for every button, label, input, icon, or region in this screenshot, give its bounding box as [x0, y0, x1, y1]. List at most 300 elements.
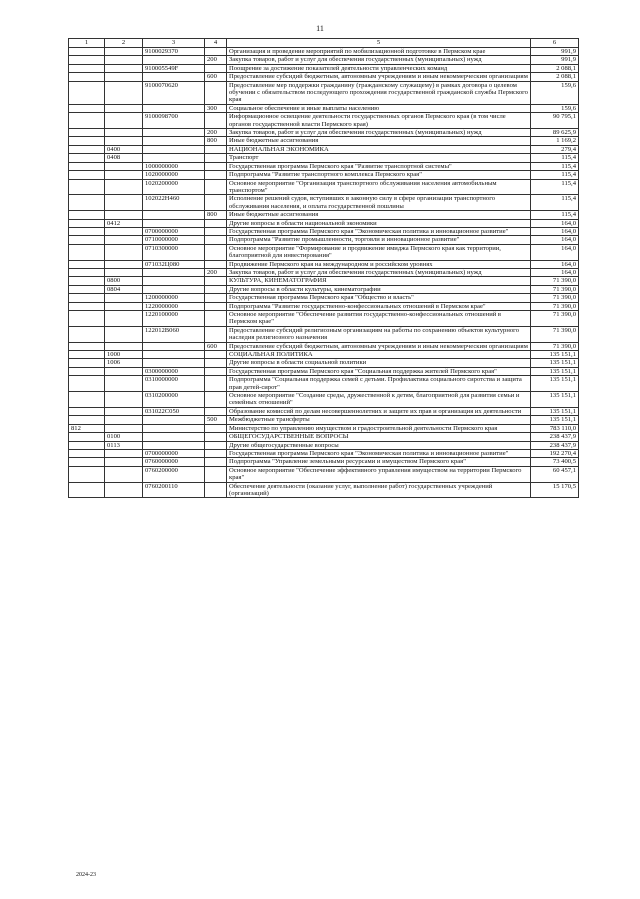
ministry-code-cell: [69, 104, 105, 112]
table-row: [69, 326, 579, 342]
target-article-cell: [143, 342, 205, 350]
target-article-cell: [143, 424, 205, 432]
ministry-code-cell: [69, 482, 105, 498]
column-header: 5: [227, 39, 531, 48]
target-article-cell: 102022Н460: [143, 195, 205, 211]
target-article-cell: [143, 145, 205, 153]
item-name-cell: КУЛЬТУРА, КИНЕМАТОГРАФИЯ: [227, 277, 531, 285]
item-name-cell: Закупка товаров, работ и услуг для обеспечения государственных (муниципальных) нужд: [227, 129, 531, 137]
target-article-cell: 031022С050: [143, 407, 205, 415]
amount-cell: 71 390,0: [531, 285, 579, 293]
amount-cell: 192 270,4: [531, 449, 579, 457]
ministry-code-cell: [69, 73, 105, 81]
amount-cell: 164,0: [531, 219, 579, 227]
section-code-cell: [105, 244, 143, 260]
section-code-cell: 0412: [105, 219, 143, 227]
ministry-code-cell: [69, 407, 105, 415]
table-row: [69, 482, 579, 498]
ministry-code-cell: [69, 277, 105, 285]
expense-type-cell: [205, 179, 227, 195]
table-row: [69, 162, 579, 170]
amount-cell: 135 151,1: [531, 376, 579, 392]
column-header: 4: [205, 39, 227, 48]
ministry-code-cell: [69, 145, 105, 153]
amount-cell: 1 169,2: [531, 137, 579, 145]
item-name-cell: Министерство по управлению имуществом и градостроительной деятельности Пермского края: [227, 424, 531, 432]
expense-type-cell: [205, 227, 227, 235]
item-name-cell: Исполнение решений судов, вступивших в законную силу в сфере организации транспортного обслуживания населения, и оплата государственной пошлины: [227, 195, 531, 211]
amount-cell: 71 390,0: [531, 302, 579, 310]
amount-cell: 164,0: [531, 244, 579, 260]
target-article-cell: [143, 129, 205, 137]
expense-type-cell: [205, 145, 227, 153]
target-article-cell: 9100029370: [143, 48, 205, 56]
expense-type-cell: [205, 113, 227, 129]
table-row: [69, 302, 579, 310]
amount-cell: 135 151,1: [531, 367, 579, 375]
amount-cell: 164,0: [531, 268, 579, 276]
table-row: [69, 359, 579, 367]
table-row: [69, 219, 579, 227]
expense-type-cell: [205, 466, 227, 482]
item-name-cell: Закупка товаров, работ и услуг для обеспечения государственных (муниципальных) нужд: [227, 56, 531, 64]
item-name-cell: Основное мероприятие "Формирование и продвижение имиджа Пермского края как территории, благоприятной для инвестирования": [227, 244, 531, 260]
expense-type-cell: [205, 311, 227, 327]
table-row: [69, 342, 579, 350]
amount-cell: 164,0: [531, 260, 579, 268]
ministry-code-cell: [69, 416, 105, 424]
ministry-code-cell: [69, 154, 105, 162]
amount-cell: 73 400,5: [531, 458, 579, 466]
table-header-row: [69, 39, 579, 48]
amount-cell: 115,4: [531, 154, 579, 162]
table-row: [69, 113, 579, 129]
table-row: [69, 211, 579, 219]
expense-type-cell: [205, 236, 227, 244]
table-row: [69, 277, 579, 285]
item-name-cell: Подпрограмма "Социальная поддержка семей с детьми. Профилактика социального сиротства и защита прав детей-сирот": [227, 376, 531, 392]
ministry-code-cell: [69, 129, 105, 137]
section-code-cell: [105, 342, 143, 350]
table-row: [69, 449, 579, 457]
ministry-code-cell: [69, 236, 105, 244]
section-code-cell: [105, 294, 143, 302]
expense-type-cell: 200: [205, 129, 227, 137]
table-row: [69, 137, 579, 145]
table-row: [69, 145, 579, 153]
target-article-cell: [143, 56, 205, 64]
amount-cell: 71 390,0: [531, 277, 579, 285]
expense-type-cell: [205, 424, 227, 432]
target-article-cell: 0700000000: [143, 227, 205, 235]
item-name-cell: Другие вопросы в области культуры, кинематографии: [227, 285, 531, 293]
amount-cell: 991,9: [531, 56, 579, 64]
table-row: [69, 466, 579, 482]
amount-cell: 279,4: [531, 145, 579, 153]
expense-type-cell: [205, 195, 227, 211]
ministry-code-cell: [69, 56, 105, 64]
table-row: [69, 129, 579, 137]
amount-cell: 71 390,0: [531, 294, 579, 302]
item-name-cell: НАЦИОНАЛЬНАЯ ЭКОНОМИКА: [227, 145, 531, 153]
section-code-cell: [105, 260, 143, 268]
amount-cell: 238 437,9: [531, 433, 579, 441]
ministry-code-cell: [69, 48, 105, 56]
ministry-code-cell: [69, 359, 105, 367]
amount-cell: 164,0: [531, 227, 579, 235]
target-article-cell: [143, 104, 205, 112]
expense-type-cell: [205, 367, 227, 375]
section-code-cell: [105, 64, 143, 72]
section-code-cell: [105, 113, 143, 129]
section-code-cell: [105, 407, 143, 415]
table-row: [69, 351, 579, 359]
target-article-cell: 0760200000: [143, 466, 205, 482]
column-header: 6: [531, 39, 579, 48]
item-name-cell: Предоставление мер поддержки гражданину (гражданскому служащему) в рамках договора о целевом обучении с обязательством последующего прохождения государственной гражданской службы Пермского края: [227, 81, 531, 104]
table-body: [69, 48, 579, 498]
table-row: [69, 244, 579, 260]
ministry-code-cell: [69, 302, 105, 310]
amount-cell: 135 151,1: [531, 407, 579, 415]
table-row: [69, 81, 579, 104]
ministry-code-cell: [69, 441, 105, 449]
section-code-cell: 1006: [105, 359, 143, 367]
section-code-cell: [105, 392, 143, 408]
target-article-cell: [143, 219, 205, 227]
expense-type-cell: 800: [205, 211, 227, 219]
section-code-cell: 0804: [105, 285, 143, 293]
item-name-cell: Основное мероприятие "Организация транспортного обслуживания населения автомобильным транспортом": [227, 179, 531, 195]
ministry-code-cell: [69, 367, 105, 375]
table-row: [69, 407, 579, 415]
ministry-code-cell: [69, 342, 105, 350]
expense-type-cell: [205, 154, 227, 162]
table-row: [69, 260, 579, 268]
target-article-cell: 0310200000: [143, 392, 205, 408]
item-name-cell: Подпрограмма "Развитие транспортного комплекса Пермского края": [227, 171, 531, 179]
target-article-cell: 0300000000: [143, 367, 205, 375]
section-code-cell: [105, 326, 143, 342]
column-header: 3: [143, 39, 205, 48]
target-article-cell: [143, 268, 205, 276]
item-name-cell: Межбюджетные трансферты: [227, 416, 531, 424]
ministry-code-cell: [69, 137, 105, 145]
item-name-cell: Закупка товаров, работ и услуг для обеспечения государственных (муниципальных) нужд: [227, 268, 531, 276]
expense-type-cell: [205, 162, 227, 170]
expense-type-cell: [205, 219, 227, 227]
item-name-cell: Информационное освещение деятельности государственных органов Пермского края (в том числе органов государственной власти Пермского края): [227, 113, 531, 129]
target-article-cell: [143, 277, 205, 285]
item-name-cell: Основное мероприятие "Создание среды, дружественной к детям, благоприятной для развития семьи и семейных отношений": [227, 392, 531, 408]
item-name-cell: Другие общегосударственные вопросы: [227, 441, 531, 449]
ministry-code-cell: [69, 81, 105, 104]
section-code-cell: [105, 171, 143, 179]
ministry-code-cell: [69, 211, 105, 219]
item-name-cell: Транспорт: [227, 154, 531, 162]
section-code-cell: [105, 81, 143, 104]
item-name-cell: Предоставление субсидий религиозным организациям на работы по сохранению объектов культурного наследия религиозного назначения: [227, 326, 531, 342]
budget-table: [68, 38, 579, 498]
target-article-cell: 0760000000: [143, 458, 205, 466]
footer-code: 2024-23: [76, 872, 96, 878]
ministry-code-cell: [69, 285, 105, 293]
table-row: [69, 416, 579, 424]
target-article-cell: [143, 416, 205, 424]
amount-cell: 115,4: [531, 162, 579, 170]
section-code-cell: 0408: [105, 154, 143, 162]
section-code-cell: [105, 367, 143, 375]
target-article-cell: 9100098700: [143, 113, 205, 129]
amount-cell: 238 437,9: [531, 441, 579, 449]
amount-cell: 115,4: [531, 211, 579, 219]
ministry-code-cell: [69, 244, 105, 260]
ministry-code-cell: [69, 326, 105, 342]
target-article-cell: 0710300000: [143, 244, 205, 260]
ministry-code-cell: [69, 294, 105, 302]
item-name-cell: Другие вопросы в области национальной экономики: [227, 219, 531, 227]
expense-type-cell: [205, 433, 227, 441]
ministry-code-cell: [69, 311, 105, 327]
amount-cell: 71 390,0: [531, 311, 579, 327]
expense-type-cell: [205, 48, 227, 56]
item-name-cell: ОБЩЕГОСУДАРСТВЕННЫЕ ВОПРОСЫ: [227, 433, 531, 441]
expense-type-cell: [205, 376, 227, 392]
amount-cell: 159,6: [531, 81, 579, 104]
item-name-cell: Подпрограмма "Развитие государственно-конфессиональных отношений в Пермском крае": [227, 302, 531, 310]
section-code-cell: [105, 376, 143, 392]
table-row: [69, 179, 579, 195]
expense-type-cell: [205, 244, 227, 260]
target-article-cell: 9100070620: [143, 81, 205, 104]
amount-cell: 115,4: [531, 179, 579, 195]
section-code-cell: [105, 162, 143, 170]
expense-type-cell: [205, 294, 227, 302]
section-code-cell: [105, 302, 143, 310]
ministry-code-cell: 812: [69, 424, 105, 432]
ministry-code-cell: [69, 219, 105, 227]
expense-type-cell: [205, 392, 227, 408]
amount-cell: 135 151,1: [531, 351, 579, 359]
amount-cell: 15 170,5: [531, 482, 579, 498]
item-name-cell: Государственная программа Пермского края "Экономическая политика и инновационное развитие": [227, 227, 531, 235]
ministry-code-cell: [69, 162, 105, 170]
amount-cell: 60 457,1: [531, 466, 579, 482]
amount-cell: 2 088,1: [531, 64, 579, 72]
section-code-cell: [105, 179, 143, 195]
ministry-code-cell: [69, 227, 105, 235]
amount-cell: 135 151,1: [531, 359, 579, 367]
target-article-cell: [143, 211, 205, 219]
item-name-cell: Государственная программа Пермского края "Развитие транспортной системы": [227, 162, 531, 170]
section-code-cell: [105, 449, 143, 457]
expense-type-cell: [205, 171, 227, 179]
target-article-cell: [143, 154, 205, 162]
section-code-cell: [105, 137, 143, 145]
table-row: [69, 376, 579, 392]
ministry-code-cell: [69, 433, 105, 441]
table-row: [69, 227, 579, 235]
section-code-cell: [105, 104, 143, 112]
section-code-cell: [105, 424, 143, 432]
expense-type-cell: [205, 441, 227, 449]
amount-cell: 89 625,9: [531, 129, 579, 137]
item-name-cell: Иные бюджетные ассигнования: [227, 211, 531, 219]
target-article-cell: 0760200110: [143, 482, 205, 498]
target-article-cell: [143, 137, 205, 145]
column-header: 2: [105, 39, 143, 48]
target-article-cell: 1000000000: [143, 162, 205, 170]
section-code-cell: [105, 195, 143, 211]
section-code-cell: 0100: [105, 433, 143, 441]
section-code-cell: [105, 129, 143, 137]
item-name-cell: Другие вопросы в области социальной политики: [227, 359, 531, 367]
amount-cell: 90 795,1: [531, 113, 579, 129]
target-article-cell: [143, 433, 205, 441]
table-row: [69, 285, 579, 293]
table-row: [69, 56, 579, 64]
expense-type-cell: [205, 81, 227, 104]
item-name-cell: Предоставление субсидий бюджетным, автономным учреждениям и иным некоммерческим организациям: [227, 342, 531, 350]
item-name-cell: Организация и проведение мероприятий по мобилизационной подготовке в Пермском крае: [227, 48, 531, 56]
item-name-cell: Государственная программа Пермского края "Общество и власть": [227, 294, 531, 302]
section-code-cell: [105, 311, 143, 327]
table-row: [69, 367, 579, 375]
ministry-code-cell: [69, 449, 105, 457]
target-article-cell: 0700000000: [143, 449, 205, 457]
section-code-cell: [105, 211, 143, 219]
expense-type-cell: [205, 277, 227, 285]
item-name-cell: Обеспечение деятельности (оказание услуг, выполнение работ) государственных учреждений (организаций): [227, 482, 531, 498]
section-code-cell: [105, 482, 143, 498]
ministry-code-cell: [69, 392, 105, 408]
table-row: [69, 104, 579, 112]
table-row: [69, 433, 579, 441]
table-row: [69, 392, 579, 408]
amount-cell: 135 151,1: [531, 416, 579, 424]
item-name-cell: Иные бюджетные ассигнования: [227, 137, 531, 145]
amount-cell: 71 390,0: [531, 326, 579, 342]
section-code-cell: [105, 466, 143, 482]
table-row: [69, 195, 579, 211]
expense-type-cell: [205, 449, 227, 457]
amount-cell: 135 151,1: [531, 392, 579, 408]
expense-type-cell: 800: [205, 137, 227, 145]
target-article-cell: [143, 73, 205, 81]
item-name-cell: Подпрограмма "Управление земельными ресурсами и имуществом Пермского края": [227, 458, 531, 466]
target-article-cell: 1200000000: [143, 294, 205, 302]
table-row: [69, 48, 579, 56]
expense-type-cell: 300: [205, 104, 227, 112]
target-article-cell: [143, 441, 205, 449]
target-article-cell: 071032Ц080: [143, 260, 205, 268]
table-row: [69, 236, 579, 244]
expense-type-cell: [205, 260, 227, 268]
ministry-code-cell: [69, 458, 105, 466]
expense-type-cell: [205, 458, 227, 466]
table-row: [69, 424, 579, 432]
ministry-code-cell: [69, 171, 105, 179]
ministry-code-cell: [69, 179, 105, 195]
expense-type-cell: [205, 326, 227, 342]
column-header: 1: [69, 39, 105, 48]
table-row: [69, 294, 579, 302]
expense-type-cell: [205, 351, 227, 359]
amount-cell: 115,4: [531, 195, 579, 211]
ministry-code-cell: [69, 113, 105, 129]
expense-type-cell: [205, 407, 227, 415]
target-article-cell: 1020000000: [143, 171, 205, 179]
table-row: [69, 441, 579, 449]
item-name-cell: Основное мероприятие "Обеспечение развития государственно-конфессиональных отношений в Пермском крае": [227, 311, 531, 327]
ministry-code-cell: [69, 351, 105, 359]
section-code-cell: [105, 268, 143, 276]
section-code-cell: 1000: [105, 351, 143, 359]
expense-type-cell: 200: [205, 268, 227, 276]
item-name-cell: Продвижение Пермского края на международном и российском уровнях: [227, 260, 531, 268]
ministry-code-cell: [69, 268, 105, 276]
section-code-cell: [105, 73, 143, 81]
table-row: [69, 311, 579, 327]
item-name-cell: Подпрограмма "Развитие промышленности, торговли и инновационное развитие": [227, 236, 531, 244]
item-name-cell: Предоставление субсидий бюджетным, автономным учреждениям и иным некоммерческим организациям: [227, 73, 531, 81]
section-code-cell: [105, 48, 143, 56]
item-name-cell: Основное мероприятие "Обеспечение эффективного управления имуществом на территории Пермского края": [227, 466, 531, 482]
target-article-cell: 910005549F: [143, 64, 205, 72]
item-name-cell: Государственная программа Пермского края "Социальная поддержка жителей Пермского края": [227, 367, 531, 375]
ministry-code-cell: [69, 195, 105, 211]
target-article-cell: [143, 351, 205, 359]
ministry-code-cell: [69, 376, 105, 392]
table-row: [69, 64, 579, 72]
amount-cell: 991,9: [531, 48, 579, 56]
table-row: [69, 73, 579, 81]
target-article-cell: 1020200000: [143, 179, 205, 195]
section-code-cell: [105, 56, 143, 64]
amount-cell: 783 110,0: [531, 424, 579, 432]
expense-type-cell: 600: [205, 73, 227, 81]
target-article-cell: [143, 285, 205, 293]
section-code-cell: [105, 236, 143, 244]
target-article-cell: 1220000000: [143, 302, 205, 310]
section-code-cell: [105, 416, 143, 424]
ministry-code-cell: [69, 64, 105, 72]
target-article-cell: 0310000000: [143, 376, 205, 392]
expense-type-cell: 600: [205, 342, 227, 350]
target-article-cell: 0710000000: [143, 236, 205, 244]
page-number: 11: [316, 24, 324, 33]
ministry-code-cell: [69, 466, 105, 482]
section-code-cell: 0113: [105, 441, 143, 449]
item-name-cell: Образование комиссий по делам несовершеннолетних и защите их прав и организация их деятельности: [227, 407, 531, 415]
section-code-cell: 0800: [105, 277, 143, 285]
target-article-cell: [143, 359, 205, 367]
expense-type-cell: 500: [205, 416, 227, 424]
section-code-cell: 0400: [105, 145, 143, 153]
expense-type-cell: [205, 285, 227, 293]
amount-cell: 115,4: [531, 171, 579, 179]
expense-type-cell: [205, 482, 227, 498]
amount-cell: 71 390,0: [531, 342, 579, 350]
expense-type-cell: [205, 64, 227, 72]
item-name-cell: Государственная программа Пермского края "Экономическая политика и инновационное развитие": [227, 449, 531, 457]
expense-type-cell: [205, 359, 227, 367]
ministry-code-cell: [69, 260, 105, 268]
target-article-cell: 122012В060: [143, 326, 205, 342]
amount-cell: 164,0: [531, 236, 579, 244]
table-row: [69, 171, 579, 179]
table-row: [69, 458, 579, 466]
